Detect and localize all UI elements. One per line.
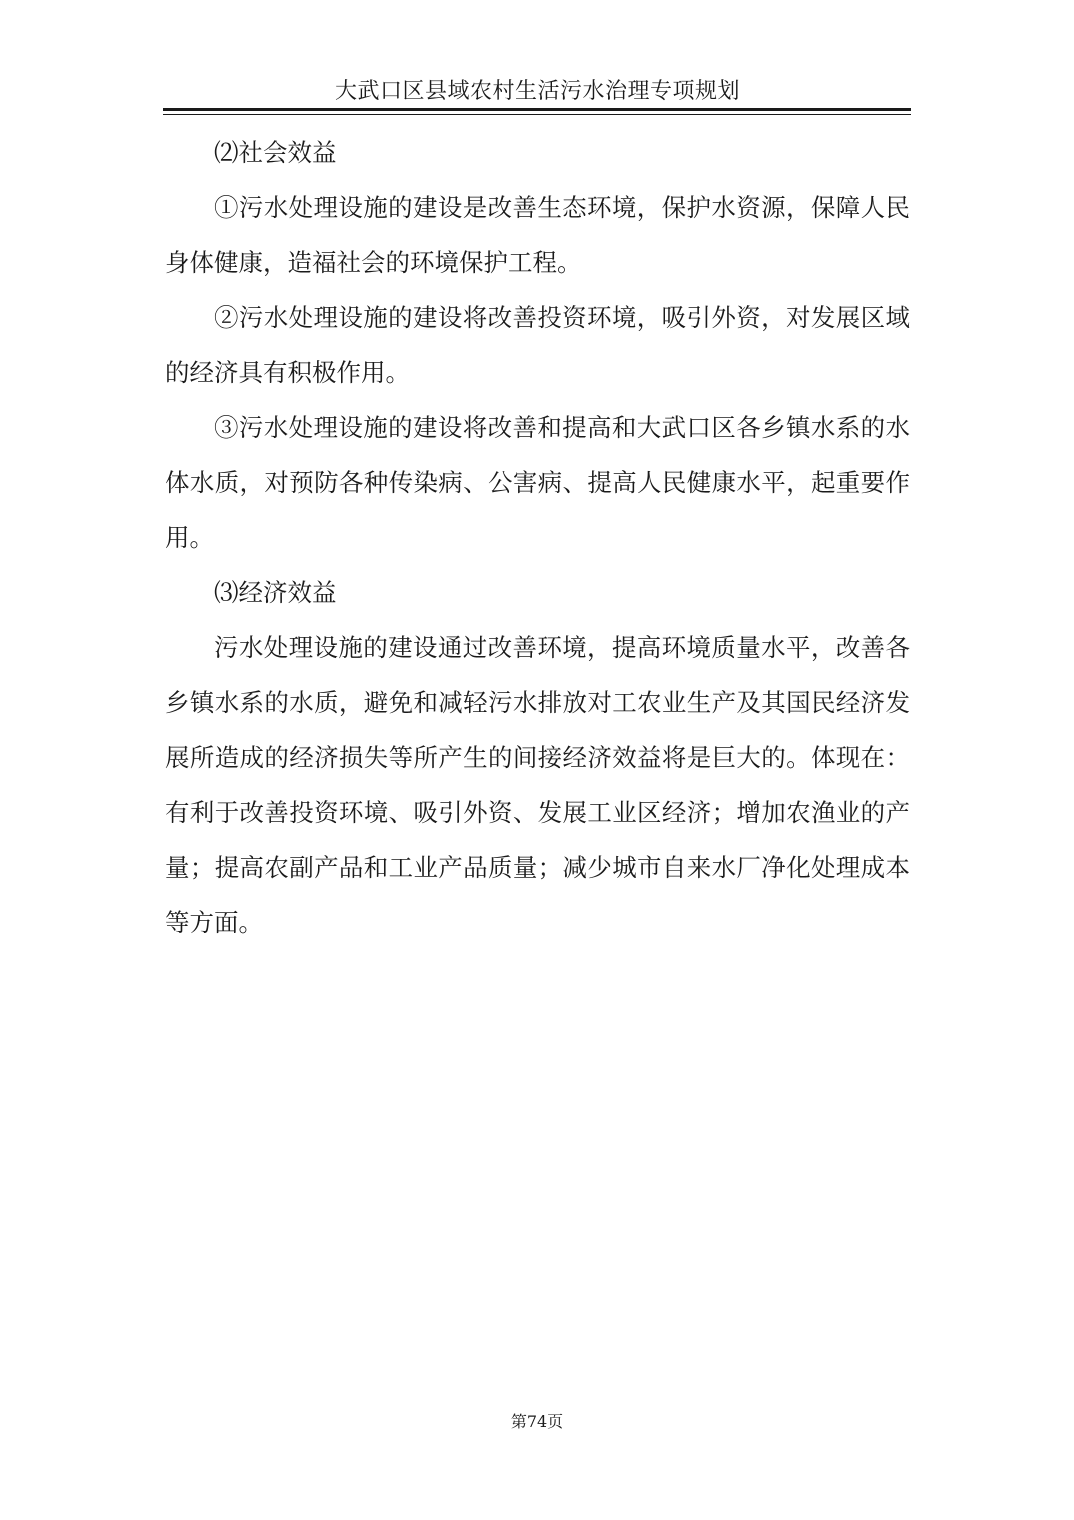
header-title: 大武口区县域农村生活污水治理专项规划 bbox=[334, 79, 740, 104]
paragraph-economic-1: 污水处理设施的建设通过改善环境，提高环境质量水平，改善各乡镇水系的水质，避免和减轻污水排放对工农业生产及其国民经济发展所造成的经济损失等所产生的间接经济效益将是巨大的。体现在：有利于改善投资环境、吸引外资、发展工业区经济；增加农渔业的产量；提高农副产品和工业产品质量；减少城市自来水厂净化处理成本等方面。 bbox=[165, 633, 910, 937]
section-heading-social: ⑵社会效益 bbox=[214, 138, 337, 167]
section-heading-economic: ⑶经济效益 bbox=[214, 578, 337, 607]
page-number: 第74页 bbox=[510, 1412, 564, 1431]
header-rule-thin bbox=[163, 114, 911, 115]
paragraph-social-2: ②污水处理设施的建设将改善投资环境，吸引外资，对发展区域的经济具有积极作用。 bbox=[165, 303, 910, 387]
paragraph-social-1: ①污水处理设施的建设是改善生态环境，保护水资源，保障人民身体健康，造福社会的环境保护工程。 bbox=[165, 193, 910, 277]
header-rule-thick bbox=[163, 108, 911, 111]
document-body bbox=[165, 125, 910, 950]
paragraph-social-3: ③污水处理设施的建设将改善和提高和大武口区各乡镇水系的水体水质，对预防各种传染病、公害病、提高人民健康水平，起重要作用。 bbox=[165, 413, 910, 552]
